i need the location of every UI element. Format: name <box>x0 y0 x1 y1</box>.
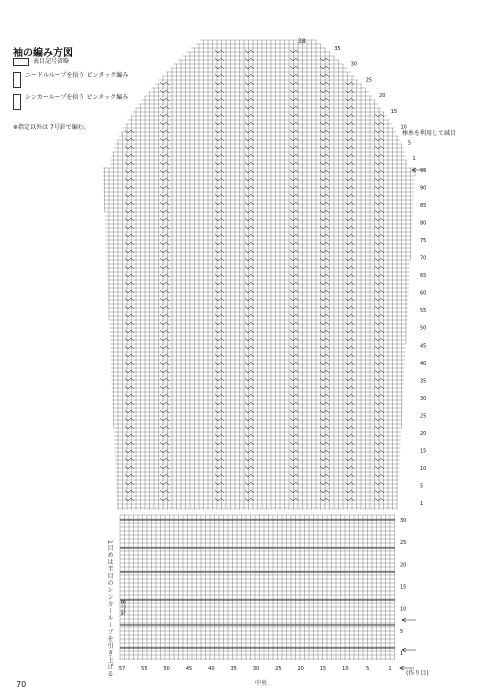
top-row-number: 38 <box>298 38 306 45</box>
page-number: 70 <box>16 680 27 689</box>
needle-note: ※指定以外は 7号針で編む。 <box>13 124 90 131</box>
cast-on-annotation: (作り目) <box>406 670 429 677</box>
diagram-title: 袖の編み方図 <box>13 48 73 59</box>
legend-text-sinker: シンカーループを拾う ピンタック編み <box>25 94 129 101</box>
side-instruction-text: 1目めは半目のシンカーループを引き上げる <box>106 540 113 678</box>
legend-text-plain: 表目記号省略 <box>33 58 70 65</box>
legend-text-needle: ニードルループを拾う ピンタック編み <box>25 72 129 79</box>
decrease-annotation: 棒糸を利用して減目 <box>402 130 457 137</box>
center-label: 中央 <box>255 680 268 687</box>
needle-size-text: 8号針 <box>119 600 126 616</box>
